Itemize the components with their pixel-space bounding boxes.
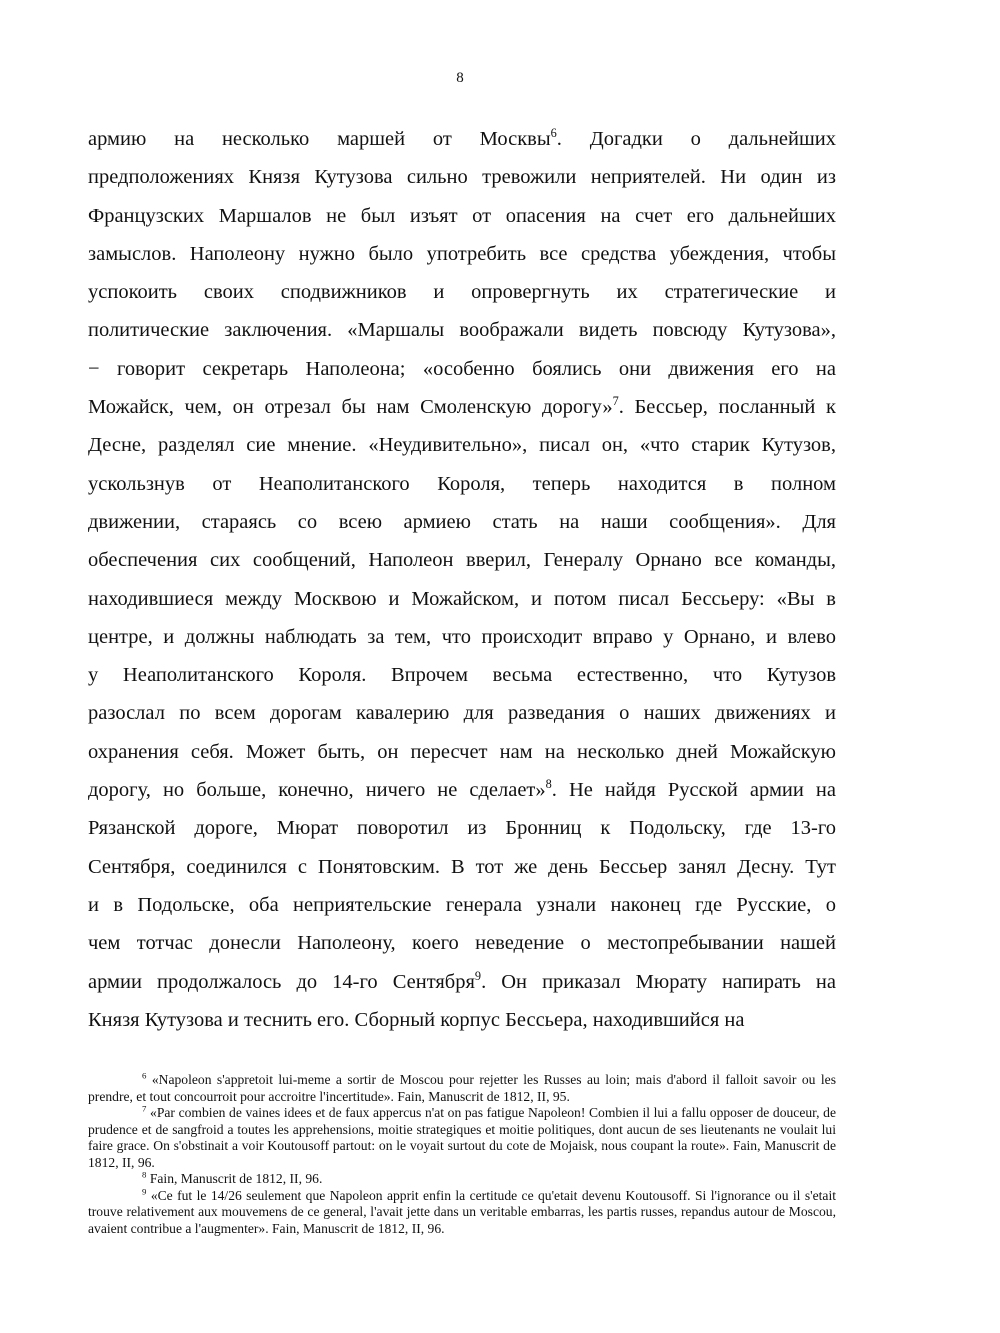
body-text-segment: успокоить своих сподвижников и опровергнуть их стратегические и (88, 281, 836, 304)
body-line (88, 809, 836, 847)
footnote-text: «Ce fut le 14/26 seulement que Napoleon apprit enfin la certitude ce qu'etait devenu Koutousoff. Si l'ignorance ou il s'etait trouve relativement aux mouvemens de ce general, l'avait jette dans un veritable embarras, les partis russes, repandus autour de Moscou, avaient contribue a l'augmenter». Fain, Manuscrit de 1812, II, 96. (88, 1187, 836, 1236)
body-line (88, 886, 836, 924)
body-line (88, 273, 836, 311)
body-text-segment: армию на несколько маршей от Москвы (88, 128, 551, 150)
footnote-reference: 9 (474, 968, 482, 983)
body-line (88, 197, 836, 235)
body-text (88, 120, 836, 1039)
footnote (88, 1171, 836, 1188)
body-text-segment: охранения себя. Может быть, он пересчет нам на несколько дней Можайскую (88, 740, 836, 763)
body-line (88, 580, 836, 618)
body-line (88, 848, 836, 886)
body-text-segment: предположениях Князя Кутузова сильно тревожили неприятелей. Ни один из (88, 166, 836, 189)
body-text-segment: Рязанской дороге, Мюрат поворотил из Бронниц к Подольску, где 13-го (88, 817, 836, 840)
footnote-reference: 8 (545, 777, 552, 792)
body-line (88, 350, 836, 388)
body-text-segment: движении, стараясь со всею армиею стать на наши сообщения». Для (88, 510, 836, 533)
body-text-segment: . Догадки о дальнейших (556, 128, 836, 150)
footnote-reference: 7 (612, 394, 619, 409)
body-text-segment: Сентября, соединился с Понятовским. В тот же день Бессьер занял Десну. Тут (88, 855, 836, 878)
body-text-segment: . Не найдя Русской армии на (551, 779, 836, 802)
body-text-segment: . Бессьер, посланный к (618, 396, 836, 419)
footnote (88, 1105, 836, 1171)
footnote-mark: 8 (142, 1169, 147, 1180)
body-line (88, 694, 836, 732)
body-text-segment: замыслов. Наполеону нужно было употребить все средства убеждения, чтобы (88, 242, 836, 265)
page-number: 8 (456, 70, 464, 86)
body-line (88, 120, 836, 158)
body-text-segment: находившиеся между Москвою и Можайском, и потом писал Бессьеру: «Вы в (88, 587, 836, 610)
body-text-segment: центре, и должны наблюдать за тем, что происходит вправо у Орнано, и влево (88, 625, 836, 648)
body-line (88, 541, 836, 579)
body-text-segment: армии продолжалось до 14-го Сентября (88, 970, 475, 993)
footnote-mark: 9 (142, 1185, 147, 1196)
body-text-segment: и в Подольске, оба неприятельские генерала узнали наконец где Русские, о (88, 893, 836, 916)
body-line (88, 388, 836, 426)
body-line (88, 733, 836, 771)
body-text-segment: дорогу, но больше, конечно, ничего не сделает» (88, 779, 546, 802)
body-line (88, 465, 836, 503)
body-text-segment: политические заключения. «Маршалы воображали видеть повсюду Кутузова», (88, 319, 836, 342)
body-line (88, 924, 836, 962)
footnote-mark: 7 (142, 1103, 147, 1114)
body-line (88, 235, 836, 273)
body-text-segment: у Неаполитанского Короля. Впрочем весьма естественно, что Кутузов (88, 664, 836, 687)
footnote (88, 1185, 836, 1238)
body-line (88, 158, 836, 196)
footnotes (88, 1072, 836, 1237)
body-text-segment: Можайск, чем, он отрезал бы нам Смоленскую дорогу» (88, 396, 613, 419)
footnote-mark: 6 (142, 1070, 147, 1081)
body-text-segment: − говорит секретарь Наполеона; «особенно боялись они движения его на (88, 357, 836, 380)
body-text-segment: чем тотчас донесли Наполеону, коего неведение о местопребывании нашей (88, 932, 836, 955)
footnote-text: «Napoleon s'appretoit lui-meme a sortir de Moscou pour rejetter les Russes au loin; mais d'abord il falloit savoir ou les prendre, et tout concourroit pour accroitre l'incertitude». Fain, Manuscrit de 1812, II, 95. (88, 1072, 836, 1104)
body-line (88, 1001, 836, 1039)
body-text-segment: разослал по всем дорогам кавалерию для разведания о наших движениях и (88, 702, 836, 725)
body-text-segment: . Он приказал Мюрату напирать на (481, 970, 836, 993)
body-line (88, 963, 836, 1001)
body-text-segment: ускользнув от Неаполитанского Короля, теперь находится в полном (88, 472, 836, 495)
body-line (88, 656, 836, 694)
body-text-segment: Князя Кутузова и теснить его. Сборный корпус Бессьера, находившийся на (88, 1008, 745, 1031)
footnote-text: «Par combien de vaines idees et de faux appercus n'at on pas fatigue Napoleon! Combien il lui a fallu opposer de douceur, de prudence et de sangfroid a toutes les apprehensions, moitie strategiques et moitie politiques, dont aucun de ses lieutenants ne voulait lui faire grace. On s'obstinait a voir Koutousoff partout: on le voyait surtout du cote de Mojaisk, nous coupant la route». Fain, Manuscrit de 1812, II, 96. (88, 1105, 836, 1170)
body-text-segment: Десне, разделял сие мнение. «Неудивительно», писал он, «что старик Кутузов, (88, 434, 836, 457)
body-line (88, 311, 836, 349)
body-text-segment: Французских Маршалов не был изъят от опасения на счет его дальнейших (88, 204, 836, 227)
body-text-segment: обеспечения сих сообщений, Наполеон вверил, Генералу Орнано все команды, (88, 549, 836, 572)
body-line (88, 618, 836, 656)
body-line (88, 426, 836, 464)
footnote (88, 1072, 836, 1105)
footnote-reference: 6 (550, 126, 557, 141)
body-line (88, 503, 836, 541)
footnote-text: Fain, Manuscrit de 1812, II, 96. (146, 1171, 323, 1186)
body-line (88, 771, 836, 809)
